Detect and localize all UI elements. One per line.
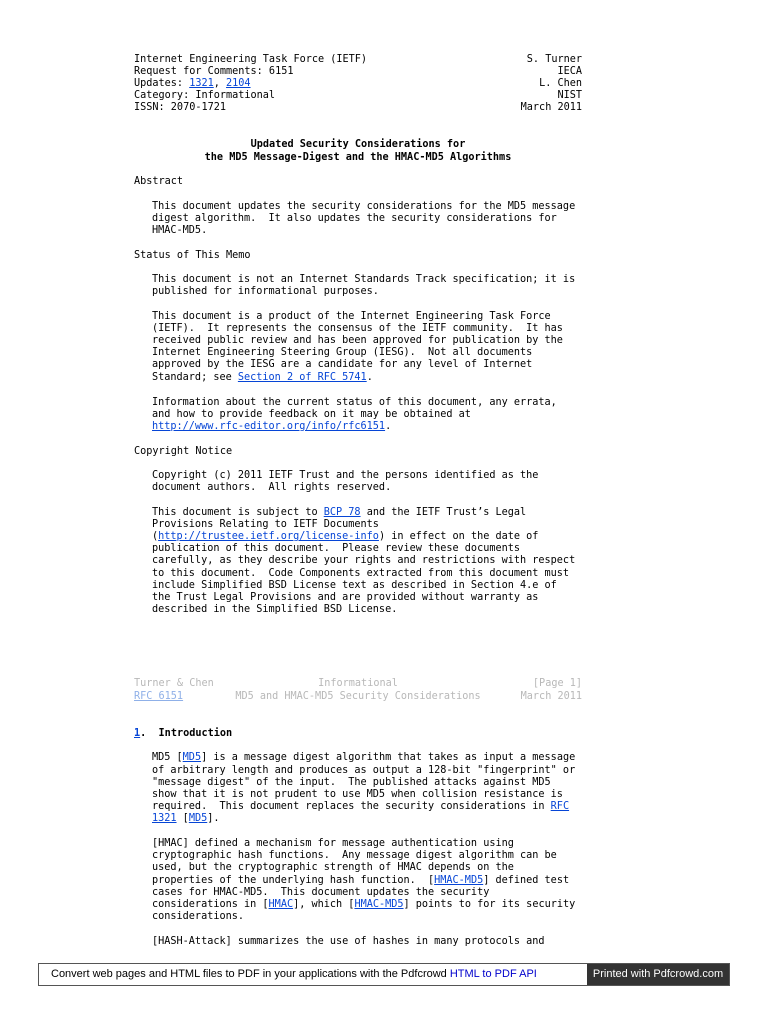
md5-ref-link[interactable]: MD5 — [188, 813, 208, 824]
intro-text: cases for HMAC-MD5. This document updates the security — [152, 887, 490, 898]
intro-text: [HMAC] defined a mechanism for message authentication using — [152, 838, 514, 849]
header-org-1: IECA — [557, 66, 582, 77]
intro-text: properties of the underlying hash function. [HMAC-MD5] defined test — [152, 875, 570, 886]
page-footer-left: Turner & Chen — [134, 678, 214, 689]
status-text: This document is a product of the Internet Engineering Task Force — [152, 311, 551, 322]
intro-text: considerations in [HMAC], which [HMAC-MD5] points to for its security — [152, 899, 576, 910]
copyright-text: Provisions Relating to IETF Documents — [152, 519, 379, 530]
rfc-editor-link[interactable]: http://www.rfc-editor.org/info/rfc6151 — [152, 421, 386, 432]
header-author-1: S. Turner — [526, 54, 582, 65]
status-text: This document is not an Internet Standards Track specification; it is — [152, 274, 576, 285]
copyright-text: document authors. All rights reserved. — [152, 482, 392, 493]
abstract-text: This document updates the security considerations for the MD5 message — [152, 201, 576, 212]
intro-text: show that it is not prudent to use MD5 when collision resistance is — [152, 789, 563, 800]
running-header-date: March 2011 — [520, 691, 582, 702]
page-footer-center: Informational — [318, 678, 398, 689]
header-line-rfc: Request for Comments: 6151 — [134, 66, 294, 77]
abstract-text: HMAC-MD5. — [152, 225, 208, 236]
copyright-text: This document is subject to BCP 78 and the IETF Trust’s Legal — [152, 507, 527, 518]
md5-ref-link[interactable]: MD5 — [182, 752, 202, 763]
section-heading-introduction: 1. Introduction — [134, 728, 233, 739]
trustee-license-link[interactable]: http://trustee.ietf.org/license-info — [158, 531, 379, 542]
updates-link-1321[interactable]: 1321 — [189, 78, 214, 89]
abstract-heading: Abstract — [134, 176, 184, 187]
intro-text: of arbitrary length and produces as output a 128-bit "fingerprint" or — [152, 765, 576, 776]
hmac-md5-ref-link[interactable]: HMAC-MD5 — [434, 875, 484, 886]
status-text: and how to provide feedback on it may be obtained at — [152, 409, 471, 420]
intro-text: considerations. — [152, 911, 245, 922]
header-org-2: NIST — [557, 90, 582, 101]
intro-text: used, but the cryptographic strength of HMAC depends on the — [152, 862, 514, 873]
copyright-text: carefully, as they describe your rights and restrictions with respect — [152, 555, 576, 566]
copyright-heading: Copyright Notice — [134, 446, 233, 457]
pdfcrowd-banner — [38, 963, 730, 986]
printed-with-pdfcrowd[interactable]: Printed with Pdfcrowd.com — [587, 964, 729, 985]
header-author-2: L. Chen — [539, 78, 582, 89]
updates-link-2104[interactable]: 2104 — [226, 78, 251, 89]
status-text: (IETF). It represents the consensus of the IETF community. It has — [152, 323, 563, 334]
status-heading: Status of This Memo — [134, 250, 251, 261]
status-text: Internet Engineering Steering Group (IESG). Not all documents — [152, 347, 533, 358]
abstract-text: digest algorithm. It also updates the security considerations for — [152, 213, 557, 224]
rfc1321-link[interactable]: 1321 — [152, 813, 177, 824]
copyright-text: to this document. Code Components extracted from this document must — [152, 568, 570, 579]
status-text: approved by the IESG are a candidate for any level of Internet — [152, 359, 533, 370]
section-1-link[interactable]: 1 — [134, 728, 141, 739]
hmac-ref-link[interactable]: HMAC — [268, 899, 294, 910]
status-text: Information about the current status of this document, any errata, — [152, 397, 557, 408]
hmac-md5-ref-link[interactable]: HMAC-MD5 — [354, 899, 404, 910]
pdfcrowd-banner-text: Convert web pages and HTML files to PDF in your applications with the Pdfcrowd HTML to PDF API — [51, 968, 537, 980]
header-line-updates: Updates: 1321, 2104 — [134, 78, 251, 89]
status-text: received public review and has been approved for publication by the — [152, 335, 563, 346]
intro-text: 1321 [MD5]. — [152, 813, 220, 824]
header-date: March 2011 — [520, 102, 582, 113]
header-line-ietf: Internet Engineering Task Force (IETF) — [134, 54, 368, 65]
copyright-text: (http://trustee.ietf.org/license-info) in effect on the date of — [152, 531, 539, 542]
rfc5741-link[interactable]: Section 2 of RFC 5741 — [237, 372, 367, 383]
header-line-category: Category: Informational — [134, 90, 276, 101]
copyright-text: include Simplified BSD License text as described in Section 4.e of — [152, 580, 557, 591]
copyright-text: described in the Simplified BSD License. — [152, 604, 398, 615]
intro-text: MD5 [MD5] is a message digest algorithm that takes as input a message — [152, 752, 576, 763]
html-to-pdf-api-link[interactable]: HTML to PDF API — [449, 968, 537, 980]
running-header-title: MD5 and HMAC-MD5 Security Considerations — [235, 691, 481, 702]
bcp78-link[interactable]: BCP 78 — [323, 507, 361, 518]
doc-title-line-2: the MD5 Message-Digest and the HMAC-MD5 Algorithms — [204, 152, 512, 163]
status-text: http://www.rfc-editor.org/info/rfc6151. — [152, 421, 392, 432]
intro-text: required. This document replaces the security considerations in RFC — [152, 801, 570, 812]
intro-text: "message digest" of the input. The published attacks against MD5 — [152, 777, 551, 788]
status-text: Standard; see Section 2 of RFC 5741. — [152, 372, 373, 383]
copyright-text: publication of this document. Please review these documents — [152, 543, 521, 554]
rfc6151-link[interactable]: RFC 6151 — [134, 691, 184, 702]
intro-text: [HASH-Attack] summarizes the use of hashes in many protocols and — [152, 936, 545, 947]
rfc-link[interactable]: RFC — [550, 801, 570, 812]
copyright-text: Copyright (c) 2011 IETF Trust and the persons identified as the — [152, 470, 539, 481]
copyright-text: the Trust Legal Provisions and are provided without warranty as — [152, 592, 539, 603]
doc-title-line-1: Updated Security Considerations for — [250, 139, 466, 150]
status-text: published for informational purposes. — [152, 286, 379, 297]
page-footer-page: [Page 1] — [532, 678, 582, 689]
header-line-issn: ISSN: 2070-1721 — [134, 102, 227, 113]
intro-text: cryptographic hash functions. Any message digest algorithm can be — [152, 850, 557, 861]
